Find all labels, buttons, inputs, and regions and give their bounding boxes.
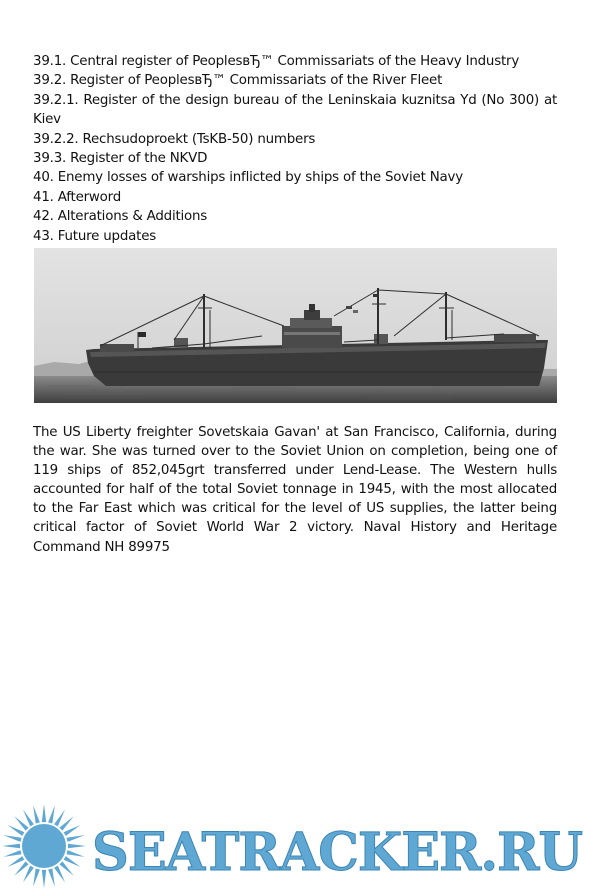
sun-ray	[64, 825, 81, 836]
ship-photo-image	[34, 248, 557, 403]
toc-item-39-1[interactable]: 39.1. Central register of PeoplesвЂ™ Commissariats of the Heavy Industry	[33, 54, 520, 69]
sun-ray	[42, 870, 46, 888]
toc-item-39-2-2[interactable]: 39.2.2. Rechsudoproekt (TsKB-50) numbers	[33, 131, 316, 147]
seatracker-logo-image	[0, 800, 591, 893]
toc-item-39-2-1[interactable]: 39.2.1. Register of the design bureau of the Leninskaia kuznitsa Yd (No 300) at Kiev	[33, 92, 557, 128]
logo-wordmark: SEATRACKER.RU	[92, 822, 583, 883]
sun-ray	[68, 844, 86, 848]
sun-ray	[54, 866, 65, 883]
sun-ray	[67, 835, 85, 842]
toc-item-39-3[interactable]: 39.3. Register of the NKVD	[33, 151, 208, 167]
sun-ray	[64, 856, 81, 867]
sun-ray	[8, 856, 25, 867]
table-of-contents	[33, 52, 557, 246]
seatracker-logo[interactable]	[0, 800, 591, 893]
toc-item-43[interactable]: 43. Future updates	[33, 228, 157, 244]
sun-ray	[2, 844, 20, 848]
sun-icon	[2, 804, 86, 888]
photo-caption: The US Liberty freighter Sovetskaia Gavan' at San Francisco, California, during the war. She was turned over to the Soviet Union on completion, being one of 119 ships of 852,045grt transferred under Lend-Lease. The Western hulls accounted for half of the total Soviet tonnage in 1945, with the most allocated to the Far East which was critical for the level of US supplies, the latter being critical factor of Soviet World War 2 victory. Naval History and Heritage Command NH 89975	[33, 425, 557, 555]
sun-ray	[48, 869, 55, 887]
sun-ray	[59, 861, 73, 875]
toc-item-42[interactable]: 42. Alterations & Additions	[33, 209, 208, 225]
sun-ray	[33, 869, 40, 887]
sun-ray	[67, 850, 85, 857]
sun-ray	[33, 805, 40, 823]
sun-ray	[23, 866, 34, 883]
toc-item-41[interactable]: 41. Afterword	[33, 189, 122, 205]
sun-ray	[54, 810, 65, 827]
sun-ray	[14, 816, 28, 830]
toc-item-39-2[interactable]: 39.2. Register of PeoplesвЂ™ Commissariats of the River Fleet	[33, 73, 443, 89]
sun-ray	[23, 810, 34, 827]
sun-ray	[14, 861, 28, 875]
sun-ray	[3, 835, 21, 842]
sun-ray	[48, 805, 55, 823]
sun-ray	[59, 816, 73, 830]
toc-item-40[interactable]: 40. Enemy losses of warships inflicted by ships of the Soviet Navy	[33, 170, 463, 186]
sun-ray	[8, 825, 25, 836]
sun-ray	[3, 850, 21, 857]
ship-photo	[34, 248, 557, 403]
sun-ray	[42, 804, 46, 822]
